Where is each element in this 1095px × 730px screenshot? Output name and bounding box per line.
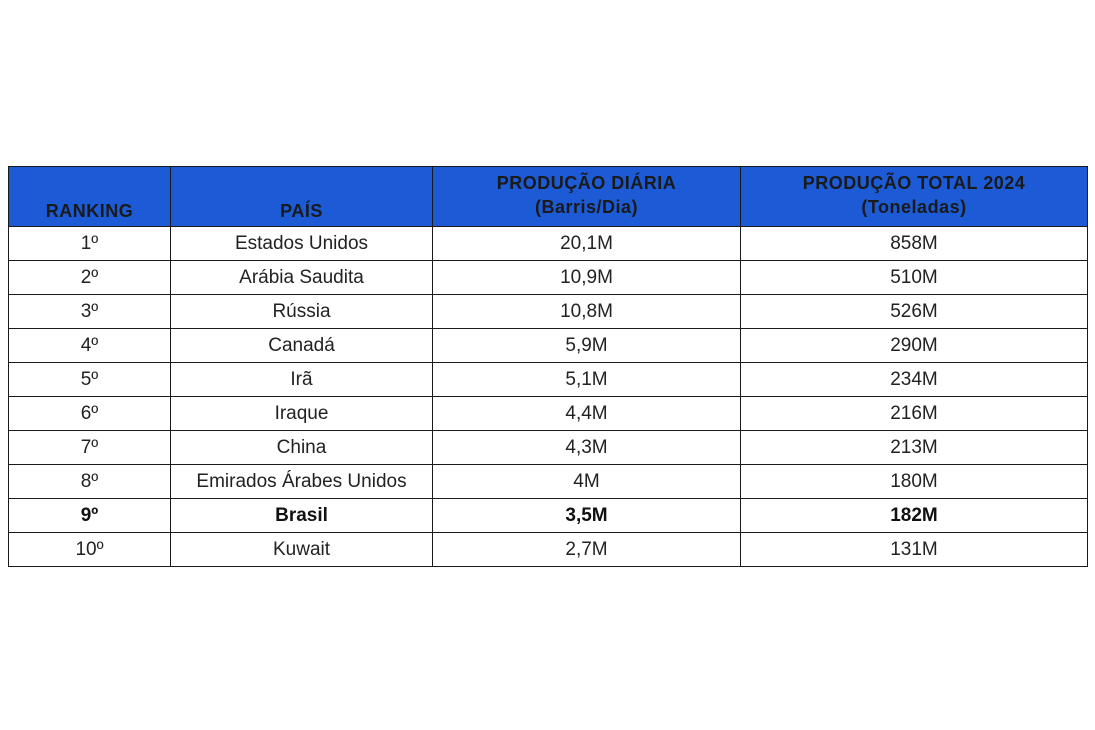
- cell-country: Emirados Árabes Unidos: [171, 465, 433, 499]
- header-ranking: RANKING: [9, 167, 171, 227]
- table-row: [9, 227, 1088, 261]
- cell-country: Arábia Saudita: [171, 261, 433, 295]
- cell-daily-production: 5,1M: [433, 363, 741, 397]
- cell-country: Irã: [171, 363, 433, 397]
- table-row: [9, 533, 1088, 567]
- table-row: [9, 431, 1088, 465]
- table-row: [9, 295, 1088, 329]
- table-row: [9, 329, 1088, 363]
- cell-country: Iraque: [171, 397, 433, 431]
- cell-total-production: 216M: [741, 397, 1088, 431]
- cell-country: China: [171, 431, 433, 465]
- table-row: [9, 261, 1088, 295]
- cell-total-production: 234M: [741, 363, 1088, 397]
- header-producao-total-unit: (Toneladas): [861, 197, 967, 217]
- cell-rank: 8º: [9, 465, 171, 499]
- table-row: [9, 465, 1088, 499]
- cell-total-production: 510M: [741, 261, 1088, 295]
- cell-daily-production: 2,7M: [433, 533, 741, 567]
- cell-rank: 6º: [9, 397, 171, 431]
- cell-rank: 10º: [9, 533, 171, 567]
- cell-daily-production: 4,4M: [433, 397, 741, 431]
- cell-daily-production: 20,1M: [433, 227, 741, 261]
- header-producao-diaria-title: PRODUÇÃO DIÁRIA: [496, 173, 677, 193]
- cell-daily-production: 4,3M: [433, 431, 741, 465]
- cell-total-production: 180M: [741, 465, 1088, 499]
- cell-rank: 2º: [9, 261, 171, 295]
- header-row: [9, 167, 1088, 227]
- table-row: [9, 397, 1088, 431]
- cell-daily-production: 10,9M: [433, 261, 741, 295]
- oil-production-table-container: [8, 166, 1087, 567]
- cell-total-production: 858M: [741, 227, 1088, 261]
- cell-country: Brasil: [171, 499, 433, 533]
- cell-country: Estados Unidos: [171, 227, 433, 261]
- cell-country: Rússia: [171, 295, 433, 329]
- cell-rank: 5º: [9, 363, 171, 397]
- cell-total-production: 526M: [741, 295, 1088, 329]
- cell-daily-production: 4M: [433, 465, 741, 499]
- oil-production-table: [8, 166, 1088, 567]
- header-pais: PAÍS: [171, 167, 433, 227]
- header-producao-diaria: [433, 167, 741, 227]
- cell-rank: 9º: [9, 499, 171, 533]
- cell-country: Canadá: [171, 329, 433, 363]
- header-producao-diaria-unit: (Barris/Dia): [534, 197, 639, 217]
- cell-country: Kuwait: [171, 533, 433, 567]
- cell-daily-production: 5,9M: [433, 329, 741, 363]
- table-header: [9, 167, 1088, 227]
- cell-rank: 4º: [9, 329, 171, 363]
- cell-daily-production: 3,5M: [433, 499, 741, 533]
- table-row: [9, 363, 1088, 397]
- cell-total-production: 213M: [741, 431, 1088, 465]
- header-producao-total-title: PRODUÇÃO TOTAL 2024: [802, 173, 1026, 193]
- cell-rank: 1º: [9, 227, 171, 261]
- table-body: [9, 227, 1088, 567]
- cell-rank: 3º: [9, 295, 171, 329]
- cell-total-production: 182M: [741, 499, 1088, 533]
- header-producao-total: [741, 167, 1088, 227]
- cell-daily-production: 10,8M: [433, 295, 741, 329]
- cell-rank: 7º: [9, 431, 171, 465]
- table-row-highlighted: [9, 499, 1088, 533]
- cell-total-production: 290M: [741, 329, 1088, 363]
- cell-total-production: 131M: [741, 533, 1088, 567]
